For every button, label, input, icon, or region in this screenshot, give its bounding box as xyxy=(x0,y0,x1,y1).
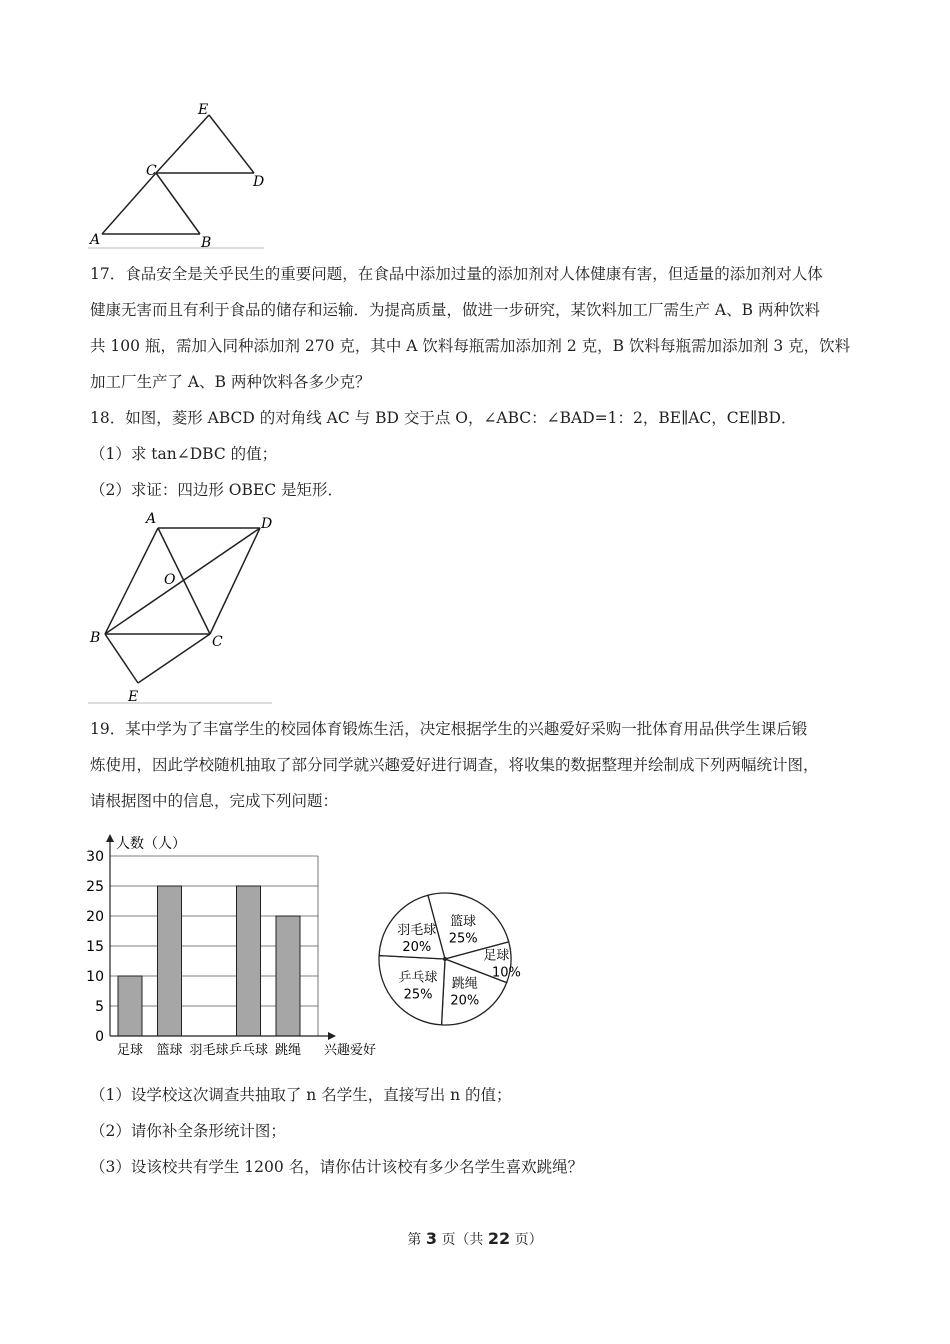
pie-label-percent: 20% xyxy=(450,993,480,1009)
segment-ce xyxy=(156,115,209,173)
q19-part-2: （2）请你补全条形统计图； xyxy=(90,1122,286,1140)
x-tick-label: 羽毛球 xyxy=(189,1043,229,1058)
q18-part-1: （1）求 tan∠DBC 的值； xyxy=(90,445,278,463)
y-tick-label: 5 xyxy=(95,999,104,1015)
segment-ab xyxy=(105,528,158,634)
pie-label-name: 篮球 xyxy=(450,914,477,930)
label-d: D xyxy=(253,174,265,190)
segment-ac xyxy=(102,173,156,234)
bar-5 xyxy=(276,916,300,1036)
bar-1 xyxy=(118,976,142,1036)
segment-dc xyxy=(210,528,260,634)
label-c: C xyxy=(146,163,157,179)
y-axis-arrow xyxy=(106,834,114,842)
q18-stem: 18．如图，菱形 ABCD 的对角线 AC 与 BD 交于点 O，∠ABC：∠BAD=1：2，BE∥AC，CE∥BD． xyxy=(90,409,797,427)
label-c: C xyxy=(212,634,223,650)
question-19 xyxy=(90,711,862,819)
label-b: B xyxy=(201,235,212,251)
q19-line-2: 炼使用，因此学校随机抽取了部分同学就兴趣爱好进行调查，将收集的数据整理并绘制成下列两幅统计图， xyxy=(90,756,819,774)
x-axis-arrow xyxy=(328,1032,336,1040)
q19-part-3: （3）设该校共有学生 1200 名，请你估计该校有多少名学生喜欢跳绳？ xyxy=(90,1158,584,1176)
label-e: E xyxy=(198,102,209,118)
label-o: O xyxy=(164,572,176,588)
pie-label-name: 羽毛球 xyxy=(397,923,437,939)
pie-label-name: 足球 xyxy=(483,948,510,964)
q18-part-2: （2）求证：四边形 OBEC 是矩形． xyxy=(90,481,343,499)
bar-chart-bars xyxy=(118,886,300,1036)
label-a: A xyxy=(146,511,157,527)
footer-prefix: 第 xyxy=(407,1232,422,1248)
y-tick-label: 0 xyxy=(95,1029,104,1045)
segment-ce xyxy=(138,634,210,683)
diagonal-bd xyxy=(105,528,260,634)
q17-line-4: 加工厂生产了 A、B 两种饮料各多少克？ xyxy=(90,373,371,391)
bar-chart xyxy=(86,830,386,1066)
label-a: A xyxy=(90,232,101,248)
footer-page-number: 3 xyxy=(425,1229,437,1248)
q17-line-1: 17．食品安全是关乎民生的重要问题，在食品中添加过量的添加剂对人体健康有害，但适量的添加剂对人体 xyxy=(90,265,823,283)
segment-ed xyxy=(209,115,254,173)
pie-center-dot xyxy=(443,957,447,961)
question-17 xyxy=(90,256,862,400)
y-tick-label: 10 xyxy=(86,969,104,985)
pie-label-name: 乒乓球 xyxy=(398,970,438,986)
q19-part-1: （1）设学校这次调查共抽取了 n 名学生，直接写出 n 的值； xyxy=(90,1086,512,1104)
question-18 xyxy=(90,400,862,508)
pie-label-percent: 25% xyxy=(448,931,478,947)
y-tick-label: 20 xyxy=(86,909,104,925)
label-b: B xyxy=(90,630,101,646)
pie-label-percent: 10% xyxy=(491,965,521,981)
footer-total-pages: 22 xyxy=(487,1229,511,1248)
pie-label-name: 跳绳 xyxy=(451,976,478,992)
bar-chart-yticks xyxy=(86,849,104,1045)
q19-line-1: 19．某中学为了丰富学生的校园体育锻炼生活，决定根据学生的兴趣爱好采购一批体育用品供学生课后锻 xyxy=(90,720,808,738)
x-tick-label: 乒乓球 xyxy=(228,1043,269,1058)
question-19-parts xyxy=(90,1077,862,1185)
footer-suffix: 页） xyxy=(514,1232,543,1248)
pie-chart xyxy=(372,862,532,1028)
label-e: E xyxy=(128,689,139,705)
q17-line-2: 健康无害而且有利于食品的储存和运输．为提高质量，做进一步研究，某饮料加工厂需生产 A、B 两种饮料 xyxy=(90,301,820,319)
y-tick-label: 15 xyxy=(86,939,104,955)
pie-label-percent: 20% xyxy=(402,940,432,956)
footer-mid: 页（共 xyxy=(441,1232,484,1248)
bar-chart-xticks xyxy=(117,1042,301,1058)
bar-4 xyxy=(237,886,261,1036)
bar-2 xyxy=(158,886,182,1036)
x-tick-label: 篮球 xyxy=(156,1043,183,1058)
y-tick-label: 25 xyxy=(86,879,104,895)
y-tick-label: 30 xyxy=(86,849,104,865)
triangle-figure-1 xyxy=(88,98,268,252)
q17-line-3: 共 100 瓶，需加入同种添加剂 270 克，其中 A 饮料每瓶需加添加剂 2 克，B 饮料每瓶需加添加剂 3 克，饮料 xyxy=(90,337,851,355)
x-tick-label: 足球 xyxy=(116,1043,144,1058)
segment-bc xyxy=(156,173,200,234)
page-footer xyxy=(0,1229,950,1249)
q19-line-3: 请根据图中的信息，完成下列问题： xyxy=(90,792,339,810)
pie-label-percent: 25% xyxy=(403,987,433,1003)
rhombus-figure xyxy=(88,508,278,708)
bar-chart-xlabel: 兴趣爱好 xyxy=(324,1043,377,1058)
segment-be xyxy=(105,634,138,683)
label-d: D xyxy=(261,516,273,532)
x-tick-label: 跳绳 xyxy=(274,1043,302,1058)
bar-chart-ylabel: 人数（人） xyxy=(116,836,186,852)
